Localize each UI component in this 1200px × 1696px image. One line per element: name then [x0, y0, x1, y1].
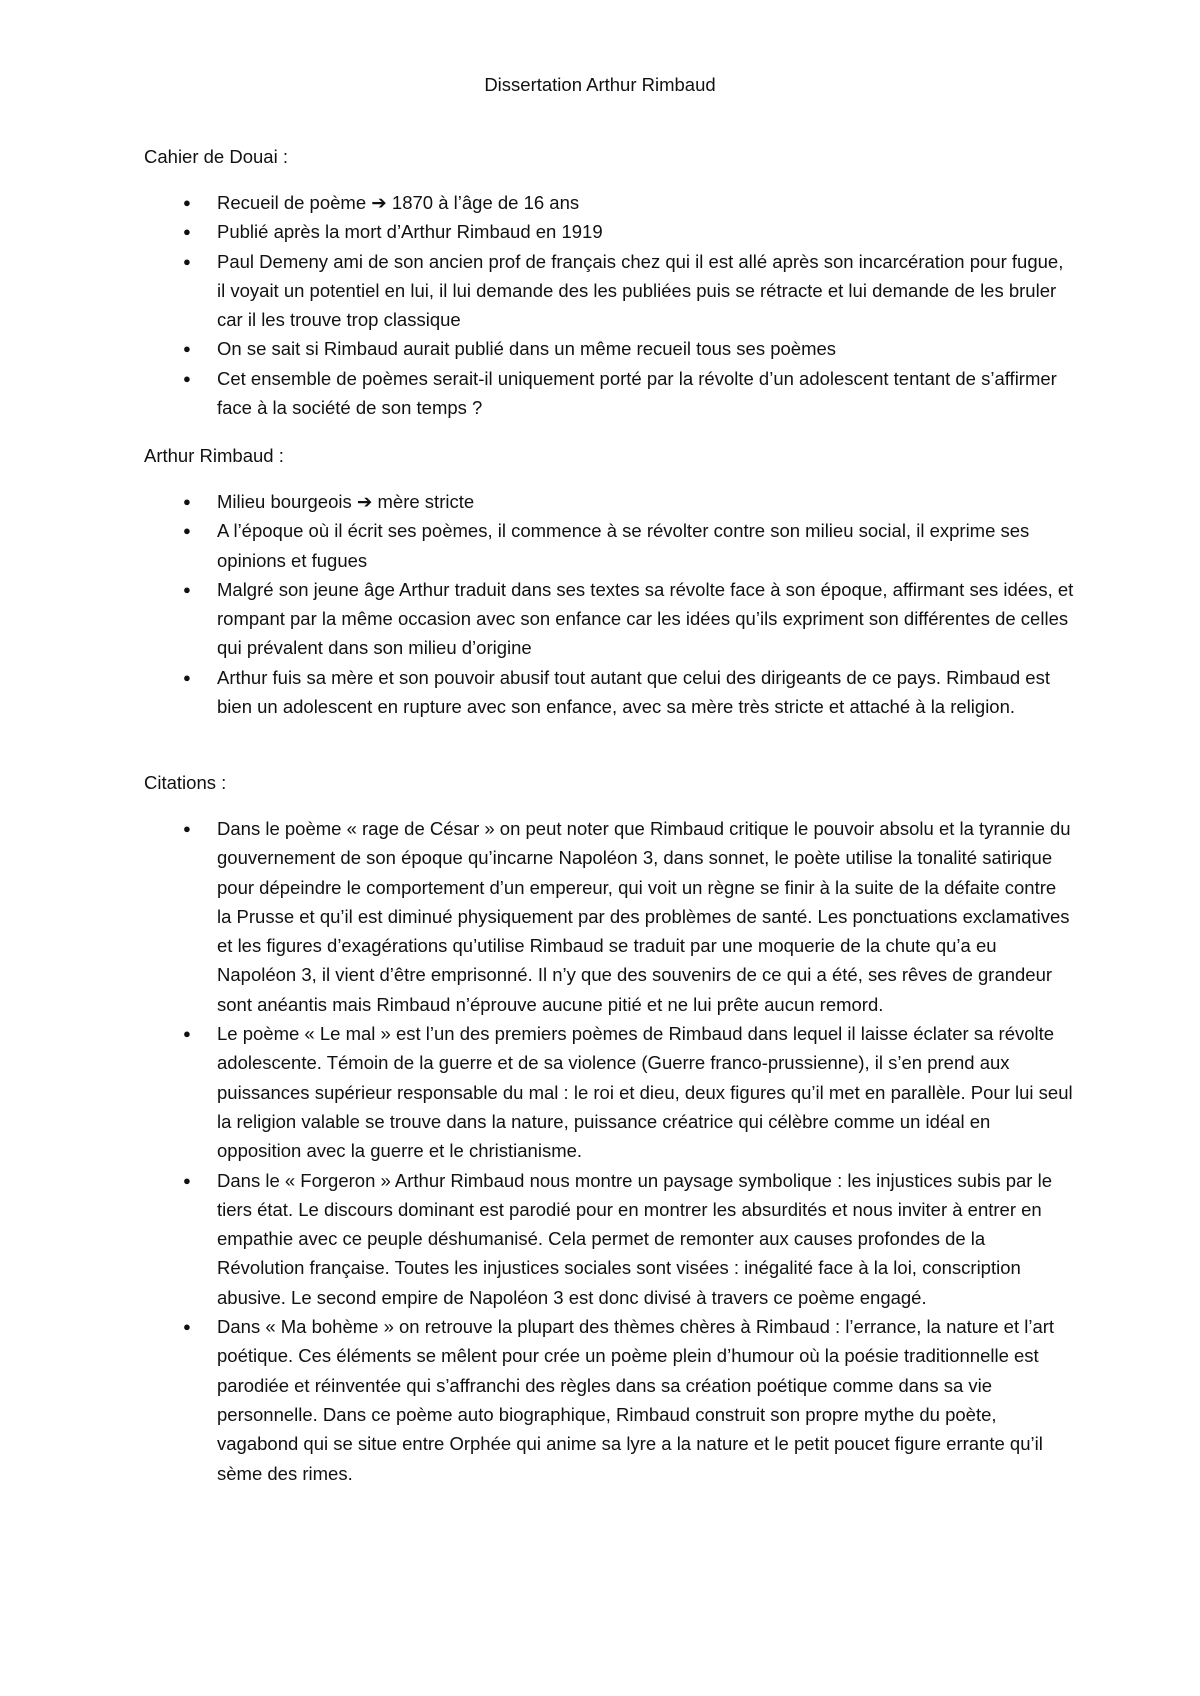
bullet-icon: ● — [183, 253, 191, 269]
list-item — [144, 663, 1074, 722]
bullet-icon: ● — [183, 195, 191, 210]
section-heading-arthur-rimbaud: Arthur Rimbaud : — [144, 445, 284, 466]
list-item — [144, 516, 1074, 575]
list-item — [144, 487, 1074, 516]
bullet-icon: ● — [183, 1319, 191, 1335]
document-title: Dissertation Arthur Rimbaud — [484, 74, 716, 95]
bullet-icon: ● — [183, 581, 191, 597]
bullet-icon: ● — [183, 370, 191, 386]
list-item-text: A l’époque où il écrit ses poèmes, il commence à se révolter contre son milieu social, il exprime ses opinions et fugues — [217, 520, 1030, 571]
list-item-text: Dans le poème « rage de César » on peut noter que Rimbaud critique le pouvoir absolu et la tyrannie du gouvernement de son époque qu’incarne Napoléon 3, dans sonnet, le poète utilise la tonalité satirique pour dépeindre le comportement d’un empereur, qui voit un règne se finir à la suite de la défaite contre la Prusse et qu’il est diminué physiquement par des problèmes de santé. Les ponctuations exclamatives et les figures d’exagérations qu’utilise Rimbaud se traduit par une moquerie de la chute qu’a eu Napoléon 3, il vient d’être emprisonné. Il n’y que des souvenirs de ce qui a été, ses rêves de grandeur sont anéantis mais Rimbaud n’éprouve aucune pitié et ne lui prête aucun remord. — [217, 818, 1071, 1015]
section-heading-citations: Citations : — [144, 772, 227, 793]
list-item-text: Cet ensemble de poèmes serait-il uniquement porté par la révolte d’un adolescent tentant de s’affirmer face à la société de son temps ? — [217, 367, 1057, 419]
bullet-icon: ● — [183, 224, 191, 240]
bullet-icon: ● — [183, 523, 191, 539]
list-item — [144, 814, 1074, 1019]
list-item — [144, 1312, 1074, 1488]
list-item — [144, 1166, 1074, 1312]
list-item-text: On se sait si Rimbaud aurait publié dans un même recueil tous ses poèmes — [217, 338, 837, 360]
list-item-text: Dans le « Forgeron » Arthur Rimbaud nous montre un paysage symbolique : les injustices subis par le tiers état. Le discours dominant est parodié pour en montrer les absurdités et nous inviter à entrer en empathie avec ce peuple déshumanisé. Cela permet de remonter aux causes profondes de la Révolution française. Toutes les injustices sociales sont visées : inégalité face à la loi, conscription abusive. Le second empire de Napoléon 3 est donc divisé à travers ce poème engagé. — [217, 1169, 1052, 1308]
list-item — [144, 575, 1074, 663]
bullet-icon: ● — [183, 494, 191, 509]
list-item-text-start: Recueil de poème — [217, 192, 372, 213]
bullet-icon: ● — [183, 821, 191, 836]
list-item-text: Le poème « Le mal » est l’un des premiers poèmes de Rimbaud dans lequel il laisse éclater sa révolte adolescente. Témoin de la guerre et de sa violence (Guerre franco-prussienne), il s’en prend aux puissances supérieur responsable du mal : le roi et dieu, deux figures qu’il met en parallèle. Pour lui seul la religion valable se trouve dans la nature, puissance créatrice qui célèbre comme un idéal en opposition avec la guerre et le christianisme. — [217, 1023, 1073, 1162]
list-item — [144, 217, 1074, 246]
list-item — [144, 247, 1074, 335]
arrow-right-icon: ➔ — [371, 192, 387, 213]
bullet-icon: ● — [183, 341, 191, 357]
bullet-list-citations — [144, 814, 1074, 1488]
bullet-icon: ● — [183, 669, 191, 685]
bullet-icon: ● — [183, 1172, 191, 1188]
bullet-list-arthur-rimbaud — [144, 487, 1074, 721]
bullet-list-cahier-de-douai — [144, 188, 1074, 422]
list-item-text: Publié après la mort d’Arthur Rimbaud en 1919 — [217, 221, 603, 243]
list-item — [144, 1019, 1074, 1165]
list-item-text-end: mère stricte — [372, 491, 475, 512]
arrow-right-icon: ➔ — [356, 491, 373, 512]
bullet-icon: ● — [183, 1026, 191, 1042]
list-item-text-end: 1870 à l’âge de 16 ans — [386, 192, 580, 213]
list-item-text-start: Milieu bourgeois — [217, 491, 357, 512]
list-item — [144, 364, 1074, 423]
list-item-text: Malgré son jeune âge Arthur traduit dans ses textes sa révolte face à son époque, affirmant ses idées, et rompant par la même occasion avec son enfance car les idées qu’ils expriment son différentes de celles qui prévalent dans son milieu d’origine — [217, 578, 1074, 659]
list-item — [144, 334, 1074, 363]
list-item-text: Paul Demeny ami de son ancien prof de français chez qui il est allé après son incarcération pour fugue, il voyait un potentiel en lui, il lui demande des les publiées puis se rétracte et lui demande de les bruler car il les trouve trop classique — [217, 250, 1064, 331]
list-item-text: Arthur fuis sa mère et son pouvoir abusif tout autant que celui des dirigeants de ce pays. Rimbaud est bien un adolescent en rupture avec son enfance, avec sa mère très stricte et attaché à la religion. — [217, 666, 1050, 718]
list-item-text: Dans « Ma bohème » on retrouve la plupart des thèmes chères à Rimbaud : l’errance, la nature et l’art poétique. Ces éléments se mêlent pour crée un poème plein d’humour où la poésie traditionnelle est parodiée et réinventée qui s’affranchi des règles dans sa création poétique comme dans sa vie personnelle. Dans ce poème auto biographique, Rimbaud construit son propre mythe du poète, vagabond qui se situe entre Orphée qui anime sa lyre a la nature et le petit poucet figure errante qu’il sème des rimes. — [217, 1316, 1055, 1484]
section-heading-cahier-de-douai: Cahier de Douai : — [144, 146, 288, 167]
list-item — [144, 188, 1074, 217]
